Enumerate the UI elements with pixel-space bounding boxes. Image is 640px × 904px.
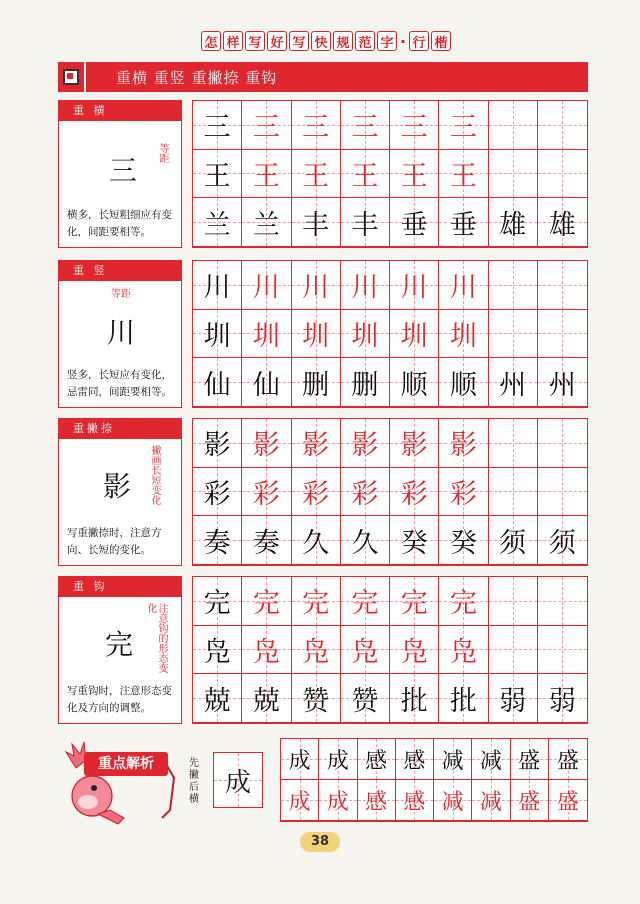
banner-char: 样: [223, 31, 243, 51]
practice-character: 凫: [351, 636, 379, 668]
practice-cell: [439, 358, 488, 407]
practice-character: 盛: [518, 748, 541, 774]
practice-cell: [538, 626, 587, 675]
practice-cell: [242, 626, 291, 675]
practice-character: 盛: [518, 789, 541, 815]
practice-cell: [489, 419, 538, 468]
practice-cell: [242, 198, 291, 247]
section-label: 重 竖: [59, 261, 181, 281]
section-marker-icon: [58, 62, 86, 92]
practice-cell: [242, 468, 291, 517]
practice-cell: [538, 358, 587, 407]
banner-char: 楷: [431, 31, 451, 51]
practice-character: 须: [548, 527, 576, 559]
practice-character: 成: [326, 748, 349, 774]
practice-cell: [489, 261, 538, 310]
practice-character: 彩: [400, 478, 428, 510]
practice-cell: [341, 198, 390, 247]
practice-cell: [292, 358, 341, 407]
stroke-order-note: 先撇后横: [189, 758, 199, 805]
practice-cell: [341, 150, 390, 199]
practice-character: 三: [351, 112, 379, 144]
practice-cell: [390, 198, 439, 247]
practice-grid: [192, 418, 588, 566]
practice-cell: [341, 101, 390, 150]
practice-cell: [489, 674, 538, 723]
practice-character: 彩: [449, 478, 477, 510]
annotation-note: 撇画长短变化: [149, 445, 160, 505]
practice-character: 减: [441, 748, 464, 774]
practice-cell: [319, 739, 357, 780]
info-box: [58, 418, 182, 566]
banner-char: 好: [267, 31, 287, 51]
practice-character: 影: [252, 430, 280, 462]
practice-character: 弱: [499, 685, 527, 717]
banner-char: 写: [245, 31, 265, 51]
practice-character: 兢: [203, 685, 231, 717]
practice-character: 圳: [252, 320, 280, 352]
section-description: 竖多，长短应有变化，忌雷同，间距要相等。: [67, 369, 172, 398]
practice-cell: [489, 516, 538, 565]
annotation-note: 等距: [111, 289, 131, 300]
practice-character: 凫: [302, 636, 330, 668]
practice-cell: [242, 261, 291, 310]
practice-character: 赞: [302, 685, 330, 717]
practice-character: 感: [403, 789, 426, 815]
practice-character: 圳: [351, 320, 379, 352]
practice-character: 三: [400, 112, 428, 144]
practice-cell: [341, 261, 390, 310]
practice-cell: [341, 358, 390, 407]
practice-character: 雄: [548, 209, 576, 241]
practice-cell: [390, 577, 439, 626]
practice-grid: [192, 100, 588, 248]
practice-cell: [341, 310, 390, 359]
practice-character: 癸: [449, 527, 477, 559]
practice-cell: [439, 626, 488, 675]
practice-cell: [489, 468, 538, 517]
practice-cell: [292, 674, 341, 723]
practice-cell: [439, 198, 488, 247]
practice-cell: [511, 780, 549, 821]
annotation-note: 等距: [157, 143, 168, 163]
practice-cell: [292, 516, 341, 565]
practice-cell: [292, 419, 341, 468]
practice-cell: [439, 150, 488, 199]
practice-character: 减: [441, 789, 464, 815]
practice-cell: [193, 310, 242, 359]
practice-cell: [281, 780, 319, 821]
practice-character: 影: [449, 430, 477, 462]
example-character: 完: [105, 628, 134, 661]
banner-char: 怎: [201, 31, 221, 51]
analysis-badge: 重点解析: [84, 752, 168, 776]
practice-cell: [358, 739, 396, 780]
practice-character: 须: [499, 527, 527, 559]
practice-grid: [192, 260, 588, 408]
practice-character: 凫: [203, 636, 231, 668]
practice-cell: [538, 150, 587, 199]
practice-cell: [242, 310, 291, 359]
practice-character: 完: [252, 588, 280, 620]
practice-character: 王: [400, 160, 428, 192]
practice-cell: [439, 468, 488, 517]
practice-character: 丰: [351, 209, 379, 241]
practice-character: 仙: [252, 369, 280, 401]
practice-character: 川: [203, 272, 231, 304]
practice-character: 三: [203, 112, 231, 144]
practice-cell: [390, 310, 439, 359]
practice-character: 王: [302, 160, 330, 192]
practice-character: 三: [252, 112, 280, 144]
practice-cell: [538, 310, 587, 359]
section-label: 重 横: [59, 101, 181, 121]
practice-cell: [193, 419, 242, 468]
practice-character: 三: [449, 112, 477, 144]
practice-cell: [292, 198, 341, 247]
practice-character: 兰: [203, 209, 231, 241]
practice-cell: [439, 261, 488, 310]
practice-cell: [489, 577, 538, 626]
info-box: [58, 100, 182, 248]
practice-cell: [193, 150, 242, 199]
section-description: 写重钩时，注意形态变化及方向的调整。: [67, 685, 172, 714]
practice-character: 感: [365, 789, 388, 815]
practice-character: 川: [302, 272, 330, 304]
practice-cell: [292, 310, 341, 359]
key-analysis: [58, 738, 588, 830]
practice-character: 川: [351, 272, 379, 304]
practice-cell: [538, 674, 587, 723]
practice-cell: [390, 516, 439, 565]
practice-character: 完: [351, 588, 379, 620]
analysis-example-character: 成: [213, 752, 263, 808]
practice-character: 久: [302, 527, 330, 559]
practice-cell: [242, 419, 291, 468]
practice-cell: [390, 261, 439, 310]
section-description: 横多，长短粗细应有变化，间距要相等。: [67, 209, 172, 238]
practice-cell: [341, 674, 390, 723]
practice-cell: [281, 739, 319, 780]
practice-cell: [193, 577, 242, 626]
practice-character: 顺: [449, 369, 477, 401]
practice-character: 奏: [252, 527, 280, 559]
section-heavy-horizontal: [58, 100, 588, 248]
practice-character: 影: [203, 430, 231, 462]
practice-character: 久: [351, 527, 379, 559]
practice-character: 王: [203, 160, 231, 192]
series-banner: [176, 28, 476, 54]
practice-cell: [193, 101, 242, 150]
practice-cell: [341, 468, 390, 517]
practice-cell: [549, 780, 587, 821]
practice-cell: [390, 150, 439, 199]
practice-cell: [472, 739, 510, 780]
practice-cell: [193, 626, 242, 675]
practice-character: 影: [351, 430, 379, 462]
practice-character: 川: [449, 272, 477, 304]
info-box: [58, 260, 182, 408]
banner-char: 规: [333, 31, 353, 51]
practice-cell: [193, 358, 242, 407]
practice-cell: [538, 261, 587, 310]
section-heavy-hook: [58, 576, 588, 724]
practice-cell: [193, 198, 242, 247]
practice-cell: [242, 101, 291, 150]
practice-cell: [439, 310, 488, 359]
practice-cell: [242, 577, 291, 626]
banner-char: 范: [355, 31, 375, 51]
practice-character: 减: [479, 748, 502, 774]
practice-character: 丰: [302, 209, 330, 241]
practice-cell: [193, 261, 242, 310]
practice-cell: [439, 101, 488, 150]
practice-character: 删: [302, 369, 330, 401]
banner-char: 快: [311, 31, 331, 51]
practice-cell: [439, 516, 488, 565]
practice-cell: [511, 739, 549, 780]
practice-cell: [472, 780, 510, 821]
practice-character: 顺: [400, 369, 428, 401]
practice-cell: [396, 739, 434, 780]
section-heavy-slash: [58, 418, 588, 566]
practice-cell: [341, 626, 390, 675]
practice-cell: [193, 468, 242, 517]
practice-cell: [396, 780, 434, 821]
practice-character: 成: [288, 748, 311, 774]
practice-cell: [549, 739, 587, 780]
practice-character: 川: [252, 272, 280, 304]
practice-character: 凫: [252, 636, 280, 668]
practice-cell: [390, 468, 439, 517]
practice-grid: [192, 576, 588, 724]
practice-cell: [439, 577, 488, 626]
practice-character: 减: [479, 789, 502, 815]
practice-character: 成: [288, 789, 311, 815]
practice-character: 彩: [252, 478, 280, 510]
practice-character: 感: [403, 748, 426, 774]
practice-cell: [538, 101, 587, 150]
practice-cell: [390, 419, 439, 468]
practice-cell: [292, 468, 341, 517]
practice-character: 圳: [203, 320, 231, 352]
info-box: [58, 576, 182, 724]
practice-character: 川: [400, 272, 428, 304]
practice-cell: [242, 358, 291, 407]
practice-character: 圳: [449, 320, 477, 352]
banner-separator: ·: [399, 31, 407, 51]
practice-character: 兰: [252, 209, 280, 241]
practice-cell: [434, 780, 472, 821]
practice-cell: [390, 626, 439, 675]
practice-cell: [193, 516, 242, 565]
annotation-note: 注意钩的形态变化: [145, 603, 167, 673]
practice-character: 州: [499, 369, 527, 401]
practice-cell: [489, 198, 538, 247]
section-label: 重 钩: [59, 577, 181, 597]
practice-cell: [390, 358, 439, 407]
practice-cell: [292, 101, 341, 150]
practice-character: 影: [302, 430, 330, 462]
example-character: 川: [107, 316, 136, 349]
practice-character: 凫: [449, 636, 477, 668]
practice-character: 王: [351, 160, 379, 192]
practice-character: 盛: [556, 748, 579, 774]
analysis-practice-grid: [280, 738, 588, 822]
section-label: 重撇捺: [59, 419, 181, 439]
practice-cell: [538, 419, 587, 468]
section-heavy-vertical: [58, 260, 588, 408]
practice-character: 批: [449, 685, 477, 717]
practice-cell: [390, 674, 439, 723]
practice-cell: [489, 310, 538, 359]
practice-cell: [292, 626, 341, 675]
practice-cell: [538, 577, 587, 626]
practice-cell: [358, 780, 396, 821]
practice-cell: [538, 198, 587, 247]
practice-character: 完: [400, 588, 428, 620]
practice-cell: [439, 419, 488, 468]
practice-character: 三: [302, 112, 330, 144]
practice-character: 盛: [556, 789, 579, 815]
practice-character: 仙: [203, 369, 231, 401]
practice-character: 完: [449, 588, 477, 620]
practice-cell: [292, 150, 341, 199]
practice-character: 彩: [203, 478, 231, 510]
practice-character: 凫: [400, 636, 428, 668]
practice-character: 彩: [351, 478, 379, 510]
practice-cell: [489, 626, 538, 675]
practice-character: 彩: [302, 478, 330, 510]
practice-character: 赞: [351, 685, 379, 717]
practice-cell: [193, 674, 242, 723]
practice-cell: [390, 101, 439, 150]
practice-character: 垂: [449, 209, 477, 241]
practice-cell: [319, 780, 357, 821]
page-number: 38: [300, 832, 340, 852]
example-character: 影: [103, 470, 132, 503]
practice-character: 成: [326, 789, 349, 815]
practice-cell: [242, 674, 291, 723]
practice-cell: [434, 739, 472, 780]
banner-char: 字: [377, 31, 397, 51]
practice-cell: [292, 261, 341, 310]
practice-cell: [489, 358, 538, 407]
practice-character: 感: [365, 748, 388, 774]
practice-character: 雄: [499, 209, 527, 241]
practice-character: 奏: [203, 527, 231, 559]
practice-cell: [489, 150, 538, 199]
practice-character: 王: [252, 160, 280, 192]
practice-cell: [341, 516, 390, 565]
practice-cell: [439, 674, 488, 723]
example-character: 三: [109, 154, 138, 187]
practice-character: 圳: [302, 320, 330, 352]
banner-char: 行: [409, 31, 429, 51]
practice-character: 完: [203, 588, 231, 620]
practice-character: 弱: [548, 685, 576, 717]
practice-character: 王: [449, 160, 477, 192]
practice-cell: [341, 419, 390, 468]
banner-char: 写: [289, 31, 309, 51]
practice-cell: [292, 577, 341, 626]
practice-cell: [538, 516, 587, 565]
practice-character: 完: [302, 588, 330, 620]
practice-cell: [242, 150, 291, 199]
practice-character: 兢: [252, 685, 280, 717]
practice-cell: [538, 468, 587, 517]
lesson-title: 重横 重竖 重撇捺 重钩: [116, 68, 278, 87]
practice-cell: [489, 101, 538, 150]
practice-character: 圳: [400, 320, 428, 352]
practice-character: 州: [548, 369, 576, 401]
practice-cell: [242, 516, 291, 565]
practice-character: 影: [400, 430, 428, 462]
practice-character: 删: [351, 369, 379, 401]
practice-character: 批: [400, 685, 428, 717]
practice-character: 垂: [400, 209, 428, 241]
section-description: 写重撇捺时，注意方向、长短的变化。: [67, 527, 162, 556]
lesson-title-bar: [58, 62, 588, 92]
practice-cell: [341, 577, 390, 626]
practice-character: 癸: [400, 527, 428, 559]
